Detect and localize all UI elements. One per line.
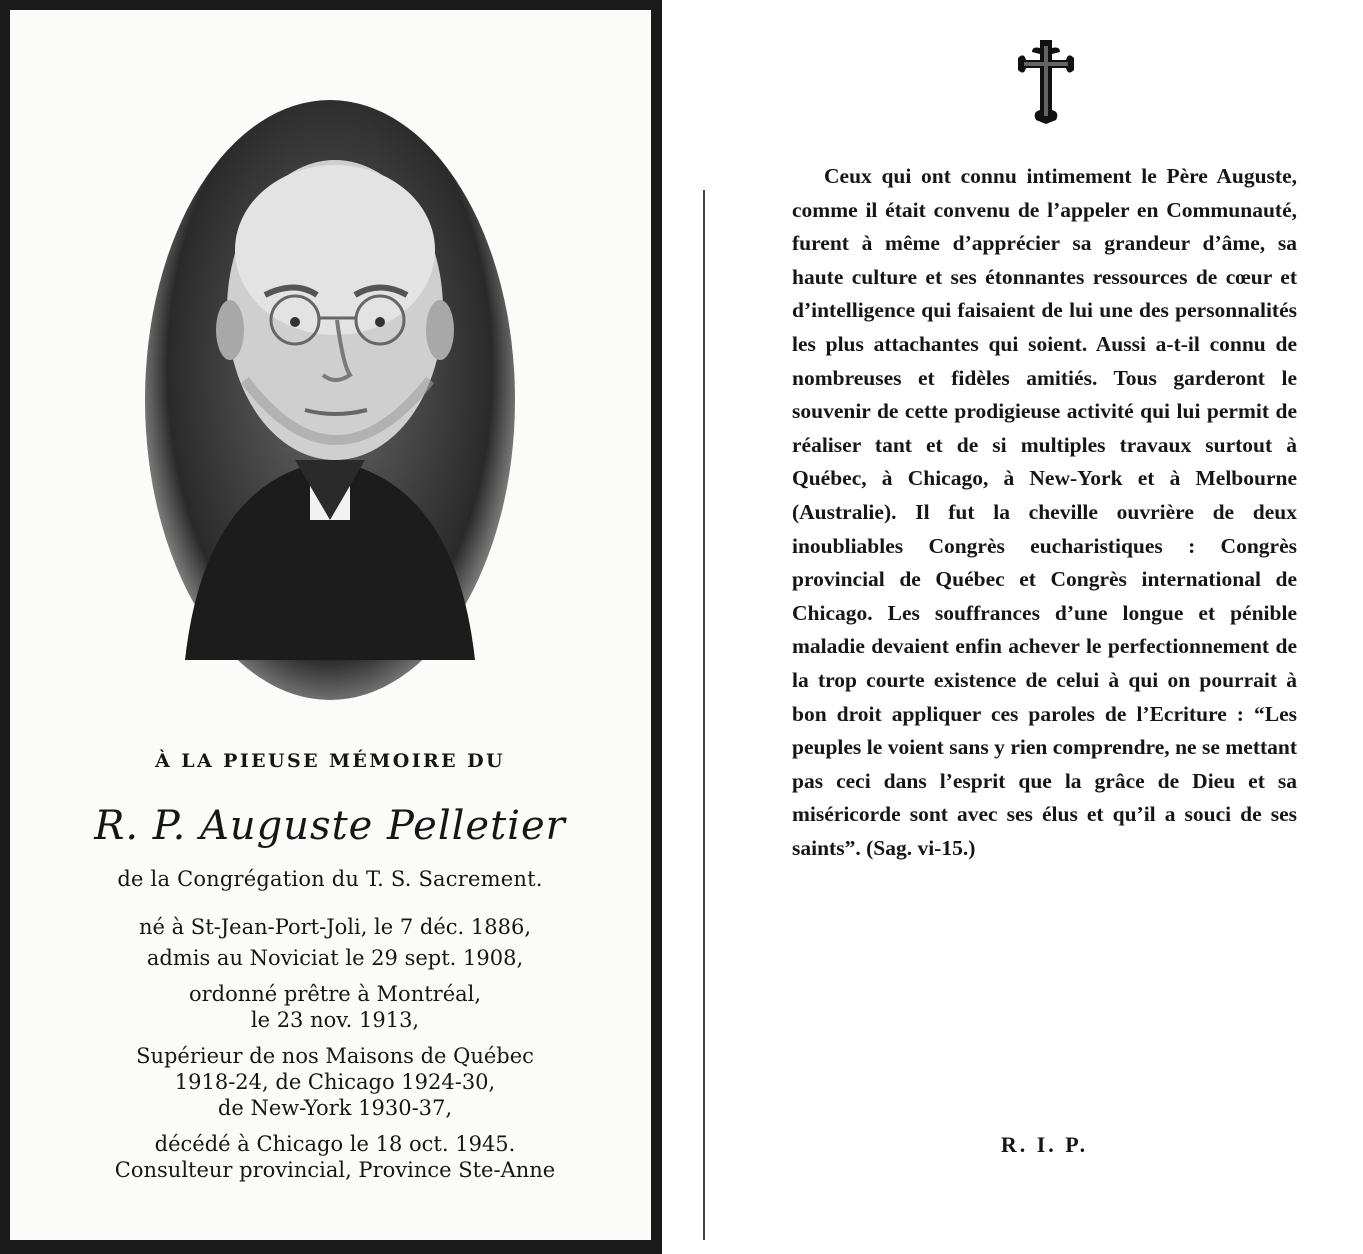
bio-line-death: décédé à Chicago le 18 oct. 1945. (154, 1132, 516, 1156)
memorial-card-front-border (0, 0, 662, 1254)
cross-icon (1016, 38, 1076, 126)
bio-line-consultant: Consulteur provincial, Province Ste-Anne (114, 1158, 556, 1182)
portrait-photo (145, 100, 515, 700)
congregation-line: de la Congrégation du T. S. Sacrement. (117, 867, 543, 891)
portrait-figure (145, 100, 515, 700)
bio-line-ordination: ordonné prêtre à Montréal, (188, 982, 482, 1006)
memoriam-heading: À LA PIEUSE MÉMOIRE DU (155, 750, 505, 772)
bio-line-new-york: de New-York 1930-37, (217, 1096, 453, 1120)
tribute-text (792, 160, 1297, 865)
fold-line (703, 190, 705, 1240)
bio-line-ordination-date: le 23 nov. 1913, (250, 1008, 420, 1032)
bio-line-quebec-chicago: 1918-24, de Chicago 1924-30, (174, 1070, 496, 1094)
deceased-name: R. P. Auguste Pelletier (94, 803, 566, 849)
memorial-card-front (10, 10, 651, 1240)
tribute-paragraph: Ceux qui ont connu intimement le Père Auguste, comme il était convenu de l’appeler en Communauté, furent à même d’apprécier sa grandeur d’âme, sa haute culture et ses étonnantes ressources de cœur et d’intelligence qui faisaient de lui une des personnalités les plus attachantes qui soient. Aussi a-t-il connu de nombreuses et fidèles amitiés. Tous garderont le souvenir de cette prodigieuse activité qui lui permit de réaliser tant et de si multiples travaux surtout à Québec, à Chicago, à New-York et à Melbourne (Australie). Il fut la cheville ouvrière de deux inoubliables Congrès eucharistiques : Congrès provincial de Québec et Congrès international de Chicago. Les souffrances d’une longue et pénible maladie devaient enfin achever le perfectionnement de la trop courte existence de celui à qui on pourrait à bon droit appliquer ces paroles de l’Ecriture : “Les peuples le voient sans y rien comprendre, ne se mettant pas ceci dans l’esprit que la grâce de Dieu et sa miséricorde sont avec ses élus et qu’il a souci de ses saints”. (Sag. vi-15.) (792, 164, 1297, 860)
rip-closing: R. I. P. (1000, 1132, 1089, 1157)
bio-line-superior: Supérieur de nos Maisons de Québec (136, 1044, 534, 1068)
bio-line-novitiate: admis au Noviciat le 29 sept. 1908, (146, 946, 524, 970)
bio-line-birth: né à St-Jean-Port-Joli, le 7 déc. 1886, (138, 915, 532, 939)
